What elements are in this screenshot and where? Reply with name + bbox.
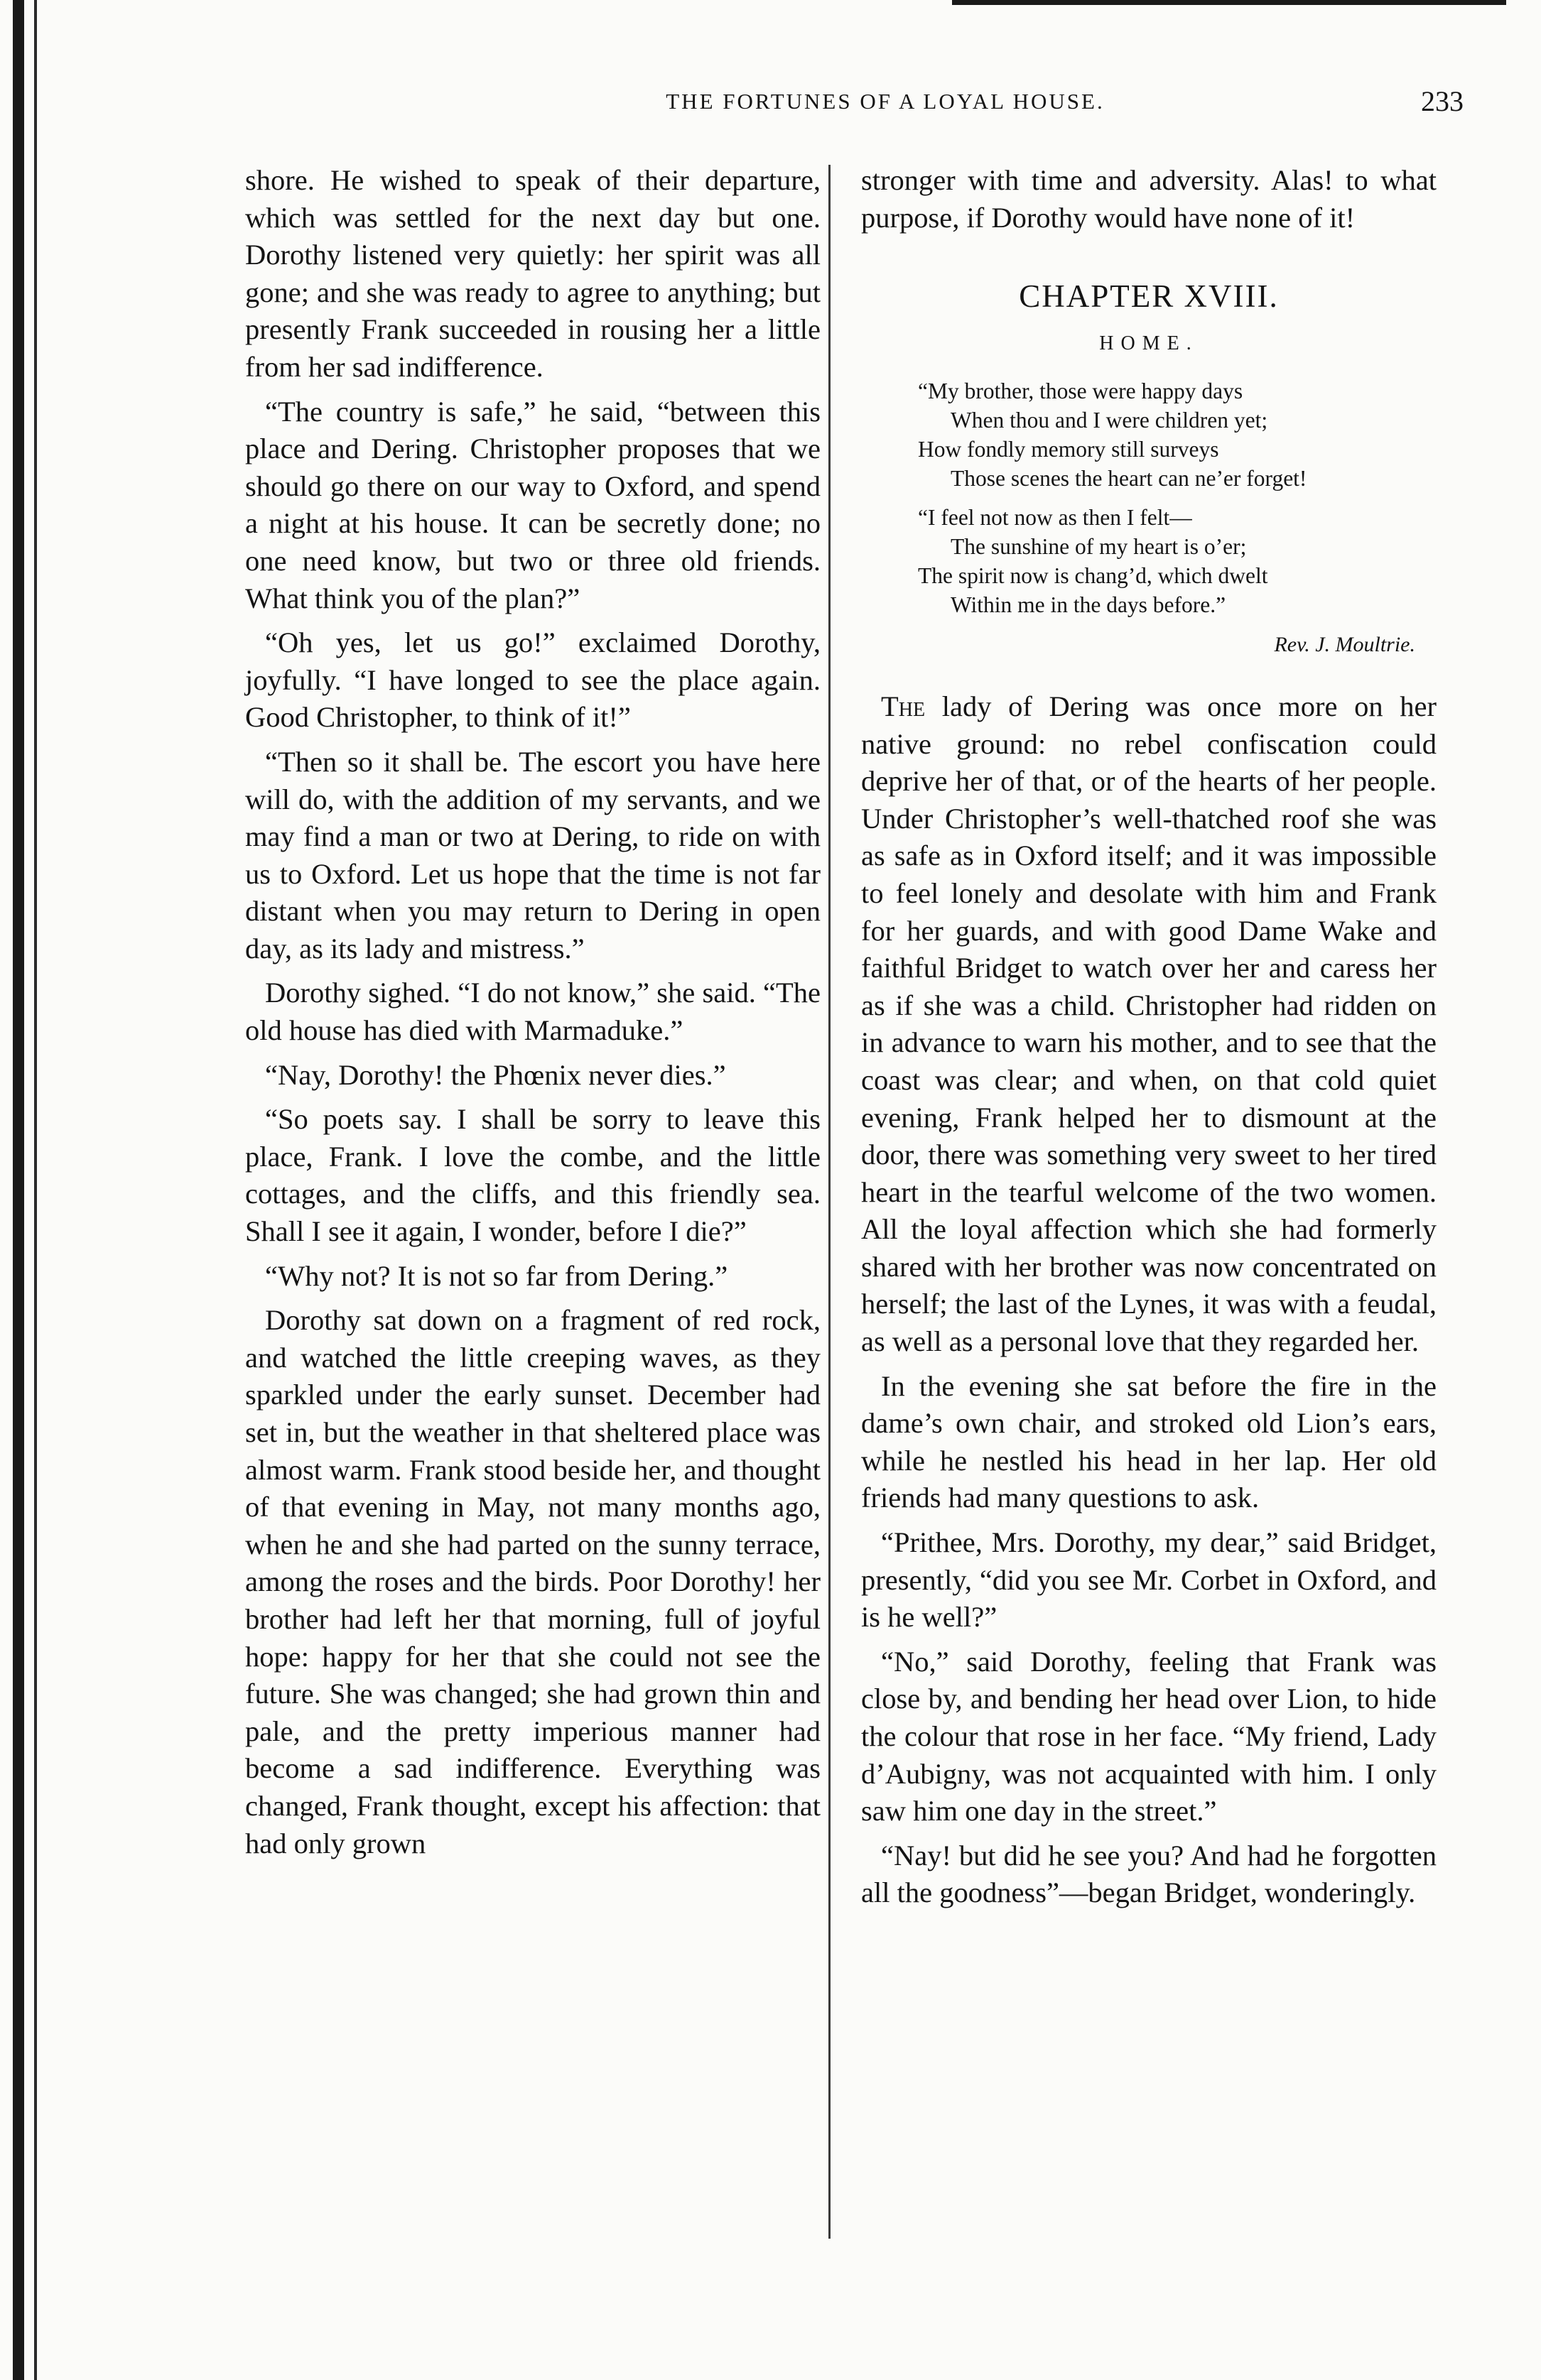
- top-rule: [952, 0, 1506, 5]
- paragraph: “So poets say. I shall be sorry to leave this place, Frank. I love the combe, and the little cottages, and the cliffs, and this friendly sea. Shall I see it again, I wonder, before I die?”: [245, 1103, 821, 1248]
- right-column: [861, 162, 1437, 1919]
- paragraph: shore. He wished to speak of their departure, which was settled for the next day but one. Dorothy listened very quietly: her spirit was all gone; and she was ready to agree to anything; but presently Frank succeeded in rousing her a little from her sad indifference.: [245, 164, 821, 383]
- paragraph: In the evening she sat before the fire in the dame’s own chair, and stroked old Lion’s ears, while he nestled his head in her lap. Her old friends had many questions to ask.: [861, 1369, 1437, 1514]
- paragraph: “Oh yes, let us go!” exclaimed Dorothy, joyfully. “I have longed to see the place again. Good Christopher, to think of it!”: [245, 626, 821, 734]
- epigraph: [918, 376, 1437, 619]
- paragraph: “Then so it shall be. The escort you have here will do, with the addition of my servants, and we may find a man or two at Dering, to ride on with us to Oxford. Let us hope that the time is not far distant when you may return to Dering in open day, as its lady and mistress.”: [245, 745, 821, 965]
- paragraph: “Why not? It is not so far from Dering.”: [265, 1259, 728, 1292]
- running-head: THE FORTUNES OF A LOYAL HOUSE.: [666, 89, 1105, 114]
- opening-word: The: [881, 690, 926, 722]
- epigraph-line: Within me in the days before.”: [951, 592, 1226, 618]
- epigraph-line: Those scenes the heart can ne’er forget!: [951, 466, 1307, 491]
- epigraph-line: The spirit now is chang’d, which dwelt: [918, 563, 1268, 589]
- column-divider: [828, 165, 831, 2239]
- left-column: [245, 162, 821, 1869]
- opening-text: lady of Dering was once more on her native ground: no rebel confiscation could deprive her of that, or of the hearts of her people. Under Christopher’s well-thatched roof she was as safe as in Oxford itself; and it was impossible to feel lonely and desolate with him and Frank for her guards, and with good Dame Wake and faithful Bridget to watch over her and caress her as if she was a child. Christopher had ridden on in advance to warn his mother, and to see that the coast was clear; and when, on that cold quiet evening, Frank helped her to dismount at the door, there was something very sweet to her tired heart in the tearful welcome of the two women. All the loyal affection which she had formerly shared with her brother was now concentrated on herself; the last of the Lynes, it was with a feudal, as well as a personal love that they regarded her.: [861, 690, 1437, 1358]
- epigraph-attribution: Rev. J. Moultrie.: [1274, 633, 1415, 657]
- chapter-name: HOME.: [1099, 332, 1199, 354]
- epigraph-line: How fondly memory still surveys: [918, 437, 1219, 462]
- scan-binding-line: [34, 0, 37, 2380]
- paragraph: “Nay! but did he see you? And had he forgotten all the goodness”—began Bridget, wonderingly.: [861, 1839, 1437, 1909]
- paragraph: Dorothy sighed. “I do not know,” she said. “The old house has died with Marmaduke.”: [245, 977, 821, 1047]
- epigraph-stanza-gap: [918, 493, 1437, 503]
- epigraph-line: The sunshine of my heart is o’er;: [951, 534, 1247, 560]
- paragraph: Dorothy sat down on a fragment of red rock, and watched the little creeping waves, as they sparkled under the early sunset. December had set in, but the weather in that sheltered place was almost warm. Frank stood beside her, and thought of that evening in May, not many months ago, when he and she had parted on the sunny terrace, among the roses and the birds. Poor Dorothy! her brother had left her that morning, full of joyful hope: happy for her that she could not see the future. She was changed; she had grown thin and pale, and the pretty imperious manner had become a sad indifference. Everything was changed, Frank thought, except his affection: that had only grown: [245, 1304, 821, 1859]
- chapter-title: CHAPTER XVIII.: [1019, 278, 1279, 315]
- paragraph: “The country is safe,” he said, “between this place and Dering. Christopher proposes that we should go there on our way to Oxford, and spend a night at his house. It can be secretly done; no one need know, but two or three old friends. What think you of the plan?”: [245, 395, 821, 614]
- epigraph-line: When thou and I were children yet;: [951, 408, 1268, 433]
- epigraph-line: “I feel not now as then I felt—: [918, 505, 1192, 531]
- epigraph-line: “My brother, those were happy days: [918, 379, 1243, 404]
- scan-binding-edge: [13, 0, 24, 2380]
- chapter-opening-paragraph: [861, 688, 1437, 1361]
- paragraph: “Prithee, Mrs. Dorothy, my dear,” said Bridget, presently, “did you see Mr. Corbet in Oxford, and is he well?”: [861, 1526, 1437, 1634]
- continuation-paragraph: stronger with time and adversity. Alas! to what purpose, if Dorothy would have none of it!: [861, 164, 1437, 234]
- page-number: 233: [1421, 85, 1464, 117]
- paragraph: “Nay, Dorothy! the Phœnix never dies.”: [265, 1058, 726, 1091]
- page-header: [213, 85, 1464, 131]
- paragraph: “No,” said Dorothy, feeling that Frank was close by, and bending her head over Lion, to hide the colour that rose in her face. “My friend, Lady d’Aubigny, was not acquainted with him. I only saw him one day in the street.”: [861, 1645, 1437, 1827]
